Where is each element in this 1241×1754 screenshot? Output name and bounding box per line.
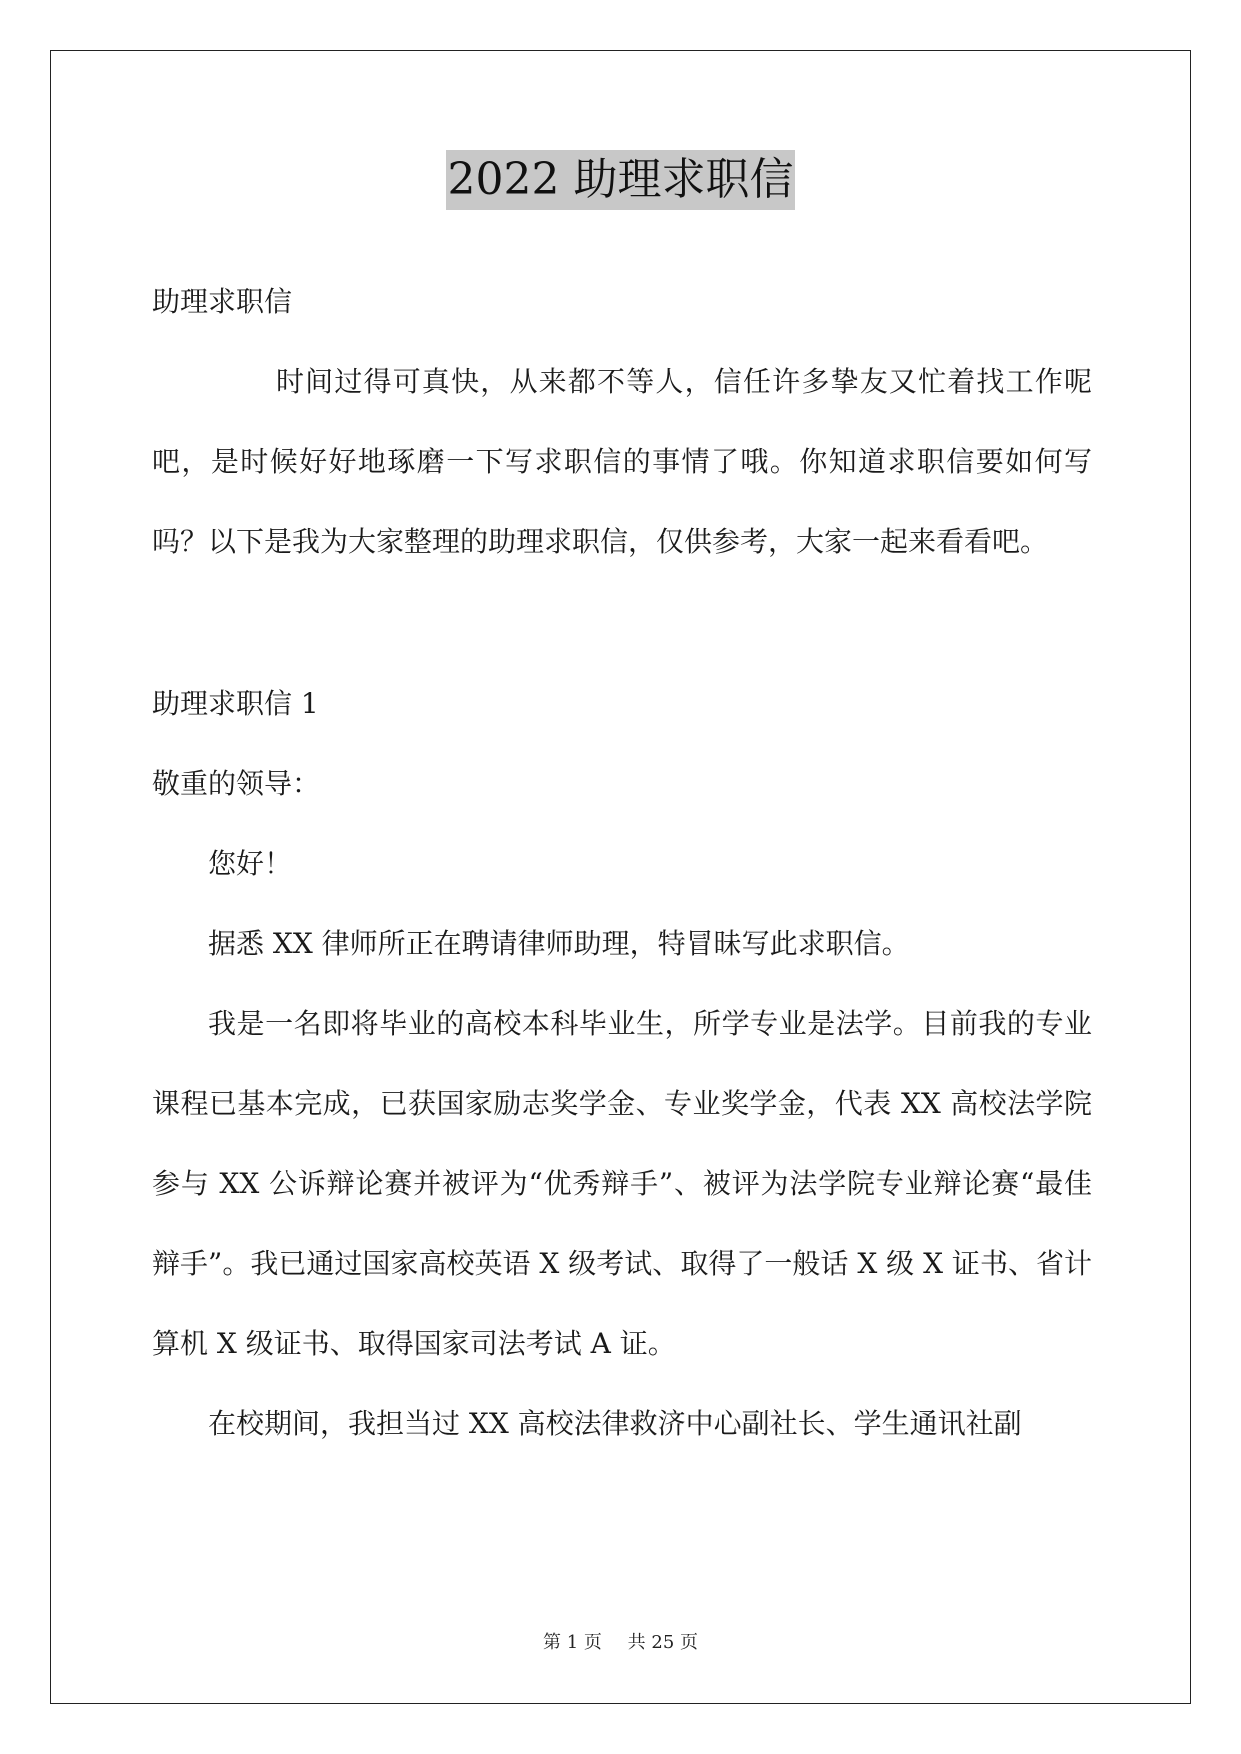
page-footer xyxy=(0,1628,1241,1654)
spacer xyxy=(152,582,1092,664)
section-heading: 助理求职信 xyxy=(152,285,293,318)
salutation: 敬重的领导： xyxy=(152,767,321,800)
greeting: 您好！ xyxy=(208,847,293,880)
body-paragraph-3: 在校期间，我担当过 XX 高校法律救济中心副社长、学生通讯社副 xyxy=(208,1407,1022,1440)
intro-paragraph: 时间过得可真快，从来都不等人，信任许多挚友又忙着找工作呢吧，是时候好好地琢磨一下写求职信的事情了哦。你知道求职信要如何写吗？以下是我为大家整理的助理求职信，仅供参考，大家一起来看看吧。 xyxy=(152,365,1092,558)
letter-heading: 助理求职信 1 xyxy=(152,687,319,720)
document-title: 2022 助理求职信 xyxy=(446,150,796,210)
title-container xyxy=(0,150,1241,210)
body-paragraph-1: 据悉 XX 律师所正在聘请律师助理，特冒昧写此求职信。 xyxy=(208,927,910,960)
page-total: 共 25 页 xyxy=(627,1632,698,1653)
document-body xyxy=(152,262,1092,1464)
body-paragraph-2: 我是一名即将毕业的高校本科毕业生，所学专业是法学。目前我的专业课程已基本完成，已获国家励志奖学金、专业奖学金，代表 XX 高校法学院参与 XX 公诉辩论赛并被评为“优秀辩手”、被评为法学院专业辩论赛“最佳辩手”。我已通过国家高校英语 X 级考试、取得了一般话 X 级 X 证书、省计算机 X 级证书、取得国家司法考试 A 证。 xyxy=(152,1007,1092,1360)
page-number: 第 1 页 xyxy=(543,1632,602,1653)
